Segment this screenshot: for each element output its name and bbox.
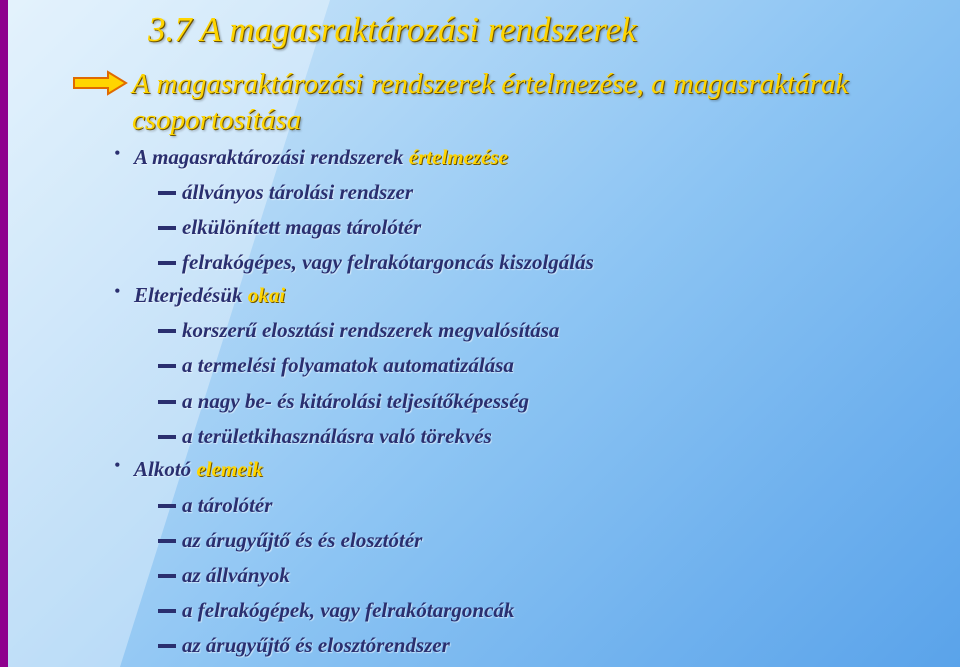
bullet-icon: •: [114, 281, 121, 301]
list-item-text: állványos tárolási rendszer: [182, 180, 414, 204]
slide-subtitle: A magasraktározási rendszerek értelmezése, a magasraktárak csoportosítása: [132, 68, 849, 136]
list-item: [134, 145, 508, 170]
dash-icon: [158, 644, 176, 648]
sub-list-item: [182, 563, 290, 588]
bullet-icon: •: [114, 143, 121, 163]
sub-list-item: [182, 598, 514, 623]
dash-icon: [158, 539, 176, 543]
sub-list-item: [182, 528, 422, 553]
arrow-right-icon: [72, 70, 128, 96]
list-item: [134, 283, 285, 308]
sub-list-item: [182, 633, 450, 658]
sub-list-item: [182, 493, 272, 518]
list-item-text: Elterjedésük: [134, 283, 248, 307]
dash-icon: [158, 191, 176, 195]
list-item-text: felrakógépes, vagy felrakótargoncás kiszolgálás: [182, 250, 594, 274]
list-item-text: az árugyűjtő és és elosztótér: [182, 528, 423, 552]
list-item-highlight: értelmezése: [408, 145, 508, 169]
sub-list-item: [182, 318, 559, 343]
list-item-text: a termelési folyamatok automatizálása: [182, 353, 514, 377]
sub-list-item: [182, 424, 492, 449]
sub-list-item: [182, 250, 594, 275]
list-item-text: a területkihasználásra való törekvés: [182, 424, 492, 448]
dash-icon: [158, 261, 176, 265]
list-item-text: az állványok: [182, 563, 290, 587]
list-item-text: a nagy be- és kitárolási teljesítőképesség: [182, 389, 530, 413]
dash-icon: [158, 574, 176, 578]
list-item: [134, 457, 263, 482]
list-item-highlight: elemeik: [196, 457, 263, 481]
list-item-text: a tárolótér: [182, 493, 273, 517]
list-item-text: a felrakógépek, vagy felrakótargoncák: [182, 598, 515, 622]
sub-list-item: [182, 180, 413, 205]
slide-title: 3.7 A magasraktározási rendszerek: [148, 10, 637, 49]
sub-list-item: [182, 353, 514, 378]
dash-icon: [158, 329, 176, 333]
list-item-text: elkülönített magas tárolótér: [182, 215, 422, 239]
list-item-highlight: okai: [247, 283, 286, 307]
dash-icon: [158, 435, 176, 439]
list-item-text: korszerű elosztási rendszerek megvalósítása: [182, 318, 560, 342]
list-item-text: Alkotó: [134, 457, 197, 481]
side-stripe: [0, 0, 8, 667]
list-item-text: az árugyűjtő és elosztórendszer: [182, 633, 450, 657]
list-item-text: A magasraktározási rendszerek: [134, 145, 409, 169]
dash-icon: [158, 364, 176, 368]
sub-list-item: [182, 215, 421, 240]
dash-icon: [158, 400, 176, 404]
dash-icon: [158, 504, 176, 508]
sub-list-item: [182, 389, 529, 414]
dash-icon: [158, 226, 176, 230]
bullet-icon: •: [114, 455, 121, 475]
dash-icon: [158, 609, 176, 613]
